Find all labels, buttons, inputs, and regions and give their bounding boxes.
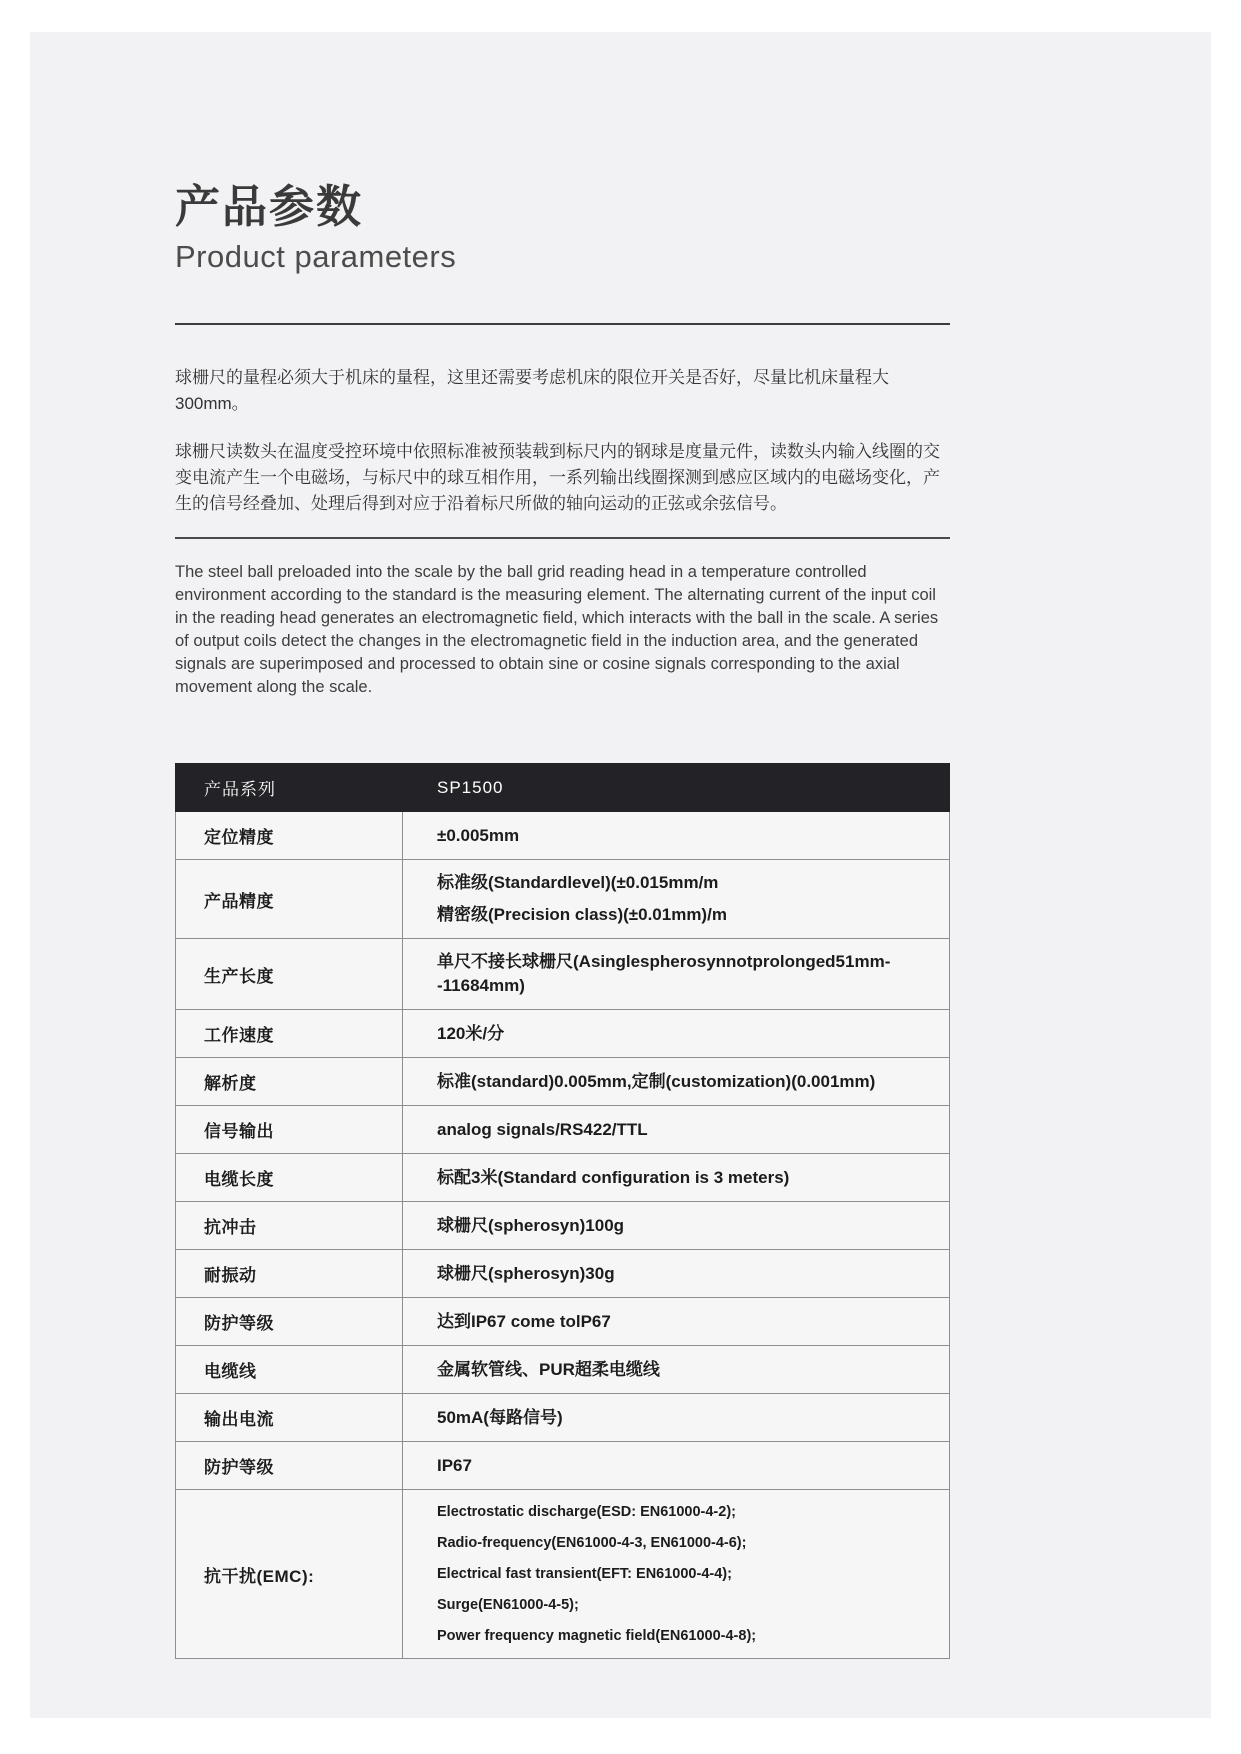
row-value-line: 达到IP67 come tolP67 (437, 1311, 611, 1331)
row-label: 耐振动 (176, 1250, 403, 1298)
row-label: 电缆线 (176, 1346, 403, 1394)
title-divider (175, 323, 950, 325)
row-label: 定位精度 (176, 812, 403, 860)
intro-paragraph-zh-2: 球栅尺读数头在温度受控环境中依照标准被预装载到标尺内的钢球是度量元件，读数头内输入线圈的交变电流产生一个电磁场，与标尺中的球互相作用，一系列输出线圈探测到感应区域内的电磁场变化，产生的信号经叠加、处理后得到对应于沿着标尺所做的轴向运动的正弦或余弦信号。 (175, 442, 940, 514)
row-value-line: Electrical fast transient(EFT: EN61000-4-4); (437, 1566, 732, 1583)
row-value (403, 1106, 950, 1154)
table-row (176, 860, 950, 939)
row-value (403, 1346, 950, 1394)
table-row (176, 1154, 950, 1202)
table-row (176, 1346, 950, 1394)
row-value-line: Electrostatic discharge(ESD: EN61000-4-2); (437, 1504, 736, 1521)
row-label: 信号输出 (176, 1106, 403, 1154)
table-row (176, 812, 950, 860)
table-row (176, 1442, 950, 1490)
table-row (176, 1202, 950, 1250)
page-subtitle: Product parameters (175, 239, 457, 275)
row-value-line: Power frequency magnetic field(EN61000-4-8); (437, 1628, 757, 1645)
row-value (403, 1202, 950, 1250)
row-label: 电缆长度 (176, 1154, 403, 1202)
row-value (403, 1250, 950, 1298)
row-label: 防护等级 (176, 1442, 403, 1490)
row-value (403, 860, 950, 939)
row-value-line: 标配3米(Standard configuration is 3 meters) (437, 1167, 790, 1187)
spec-table-head (176, 764, 950, 812)
table-row (176, 1010, 950, 1058)
row-value-line: 球栅尺(spherosyn)100g (437, 1215, 625, 1235)
row-value-line: 50mA(每路信号) (437, 1407, 563, 1427)
row-value (403, 1154, 950, 1202)
row-value (403, 1298, 950, 1346)
row-value-line: Surge(EN61000-4-5); (437, 1597, 579, 1614)
row-value-line: 精密级(Precision class)(±0.01mm)/m (437, 905, 727, 925)
row-label: 解析度 (176, 1058, 403, 1106)
row-value (403, 1010, 950, 1058)
table-row (176, 1298, 950, 1346)
spec-table-header-value: SP1500 (403, 764, 950, 812)
row-value-line: 120米/分 (437, 1023, 505, 1043)
section-divider (175, 537, 950, 539)
row-value (403, 1442, 950, 1490)
table-row (176, 1490, 950, 1659)
row-label: 防护等级 (176, 1298, 403, 1346)
row-value-line: analog signals/RS422/TTL (437, 1119, 648, 1139)
row-value (403, 1490, 950, 1659)
row-value-line: 标准(standard)0.005mm,定制(customization)(0.001mm) (437, 1071, 876, 1091)
row-value (403, 812, 950, 860)
table-row (176, 1250, 950, 1298)
table-row (176, 1106, 950, 1154)
row-label: 输出电流 (176, 1394, 403, 1442)
row-value-line: ±0.005mm (437, 825, 520, 845)
row-value-line: Radio-frequency(EN61000-4-3, EN61000-4-6); (437, 1535, 747, 1552)
row-label: 抗冲击 (176, 1202, 403, 1250)
row-label: 产品精度 (176, 860, 403, 939)
row-value-line: 球栅尺(spherosyn)30g (437, 1263, 615, 1283)
content-card (30, 32, 1211, 1718)
row-label: 抗干扰(EMC): (176, 1490, 403, 1659)
content-column (175, 32, 950, 1659)
row-value-line: 金属软管线、PUR超柔电缆线 (437, 1359, 660, 1379)
table-row (176, 1394, 950, 1442)
row-label: 生产长度 (176, 939, 403, 1010)
row-value-line: 单尺不接长球栅尺(Asinglespherosynnotprolonged51mm--11684mm) (437, 952, 891, 996)
table-row (176, 1058, 950, 1106)
row-value (403, 1058, 950, 1106)
table-row (176, 939, 950, 1010)
row-value-line: 标准级(Standardlevel)(±0.015mm/m (437, 873, 719, 893)
spec-table-header-row (176, 764, 950, 812)
spec-table-header-label: 产品系列 (176, 764, 403, 812)
row-value (403, 939, 950, 1010)
intro-paragraph-zh-1: 球栅尺的量程必须大于机床的量程，这里还需要考虑机床的限位开关是否好，尽量比机床量程大300mm。 (175, 368, 889, 414)
row-value (403, 1394, 950, 1442)
row-label: 工作速度 (176, 1010, 403, 1058)
spec-table-body (176, 812, 950, 1659)
page-title: 产品参数 (175, 181, 364, 232)
row-value-line: IP67 (437, 1455, 472, 1475)
spec-table (175, 763, 950, 1659)
intro-paragraph-en: The steel ball preloaded into the scale by the ball grid reading head in a temperature controlled environment according to the standard is the measuring element. The alternating current of the input coil in the reading head generates an electromagnetic field, which interacts with the ball in the scale. A series of output coils detect the changes in the electromagnetic field in the induction area, and the generated signals are superimposed and processed to obtain sine or cosine signals corresponding to the axial movement along the scale. (175, 563, 939, 697)
